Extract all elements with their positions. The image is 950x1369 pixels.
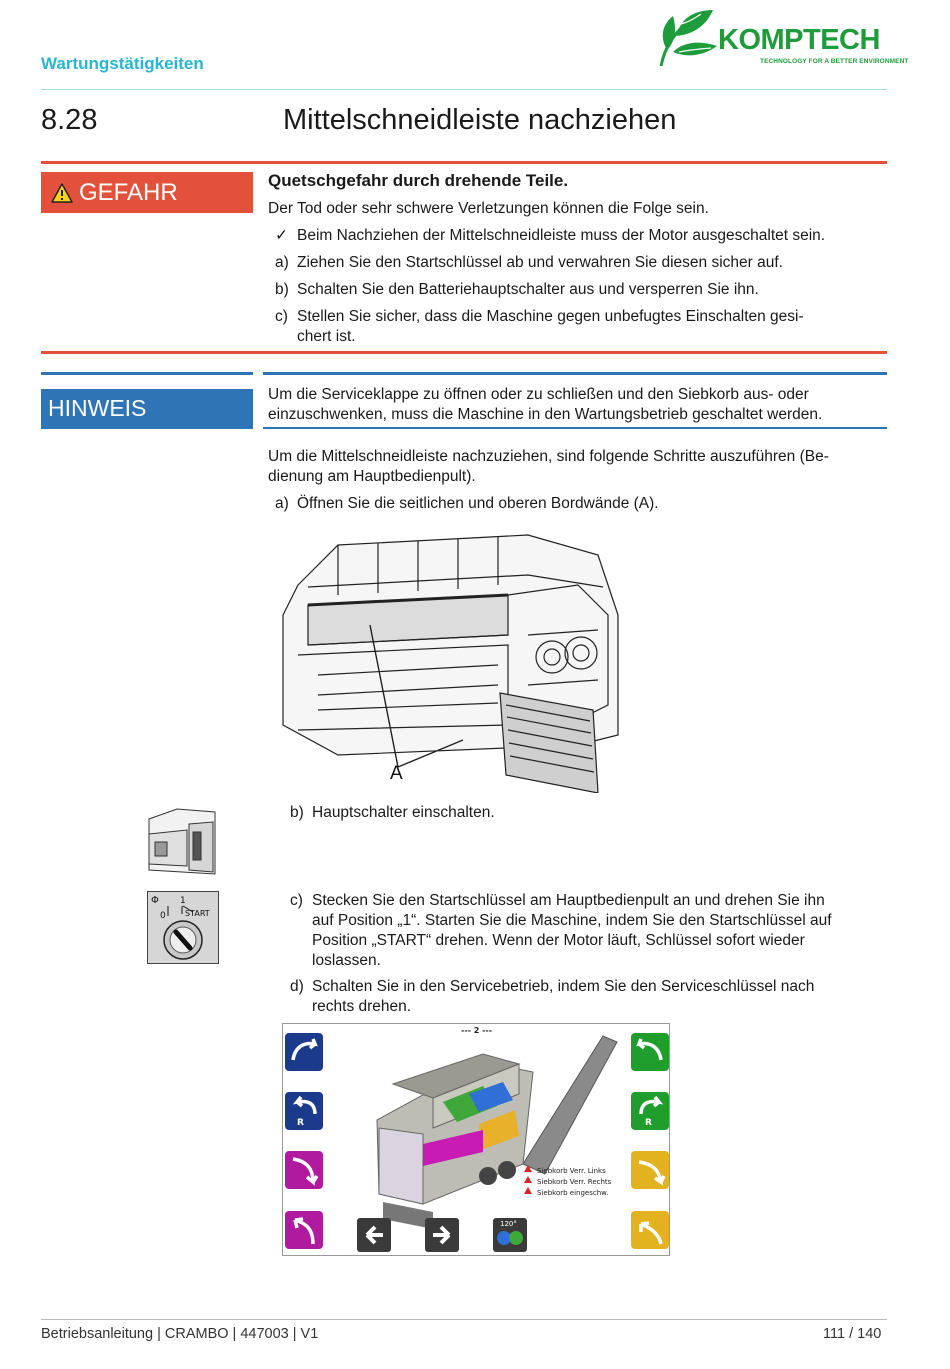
- danger-top-rule: [41, 161, 887, 164]
- cabinet-icon: [147, 804, 217, 876]
- control-screen-drawing: [283, 1024, 670, 1256]
- danger-step-text: Schalten Sie den Batteriehauptschalter aus und versperren Sie ihn.: [297, 281, 759, 298]
- key-pos-1: 1: [180, 896, 186, 906]
- step-text-line: Stecken Sie den Startschlüssel am Hauptbedienpult an und drehen Sie ihn: [312, 892, 825, 909]
- step-letter: c): [290, 892, 303, 909]
- step-text-line: loslassen.: [312, 952, 381, 969]
- danger-badge: [41, 172, 253, 213]
- main-switch-thumbnail: [147, 804, 217, 876]
- key-switch-image: [147, 891, 219, 964]
- step-text-line: Position „START“ drehen. Wenn der Motor läuft, Schlüssel sofort wieder: [312, 932, 805, 949]
- check-mark-icon: ✓: [275, 227, 288, 244]
- notice-text-line: einzuschwenken, muss die Maschine in den Wartungsbetrieb geschaltet werden.: [268, 406, 823, 423]
- step-letter: a): [275, 495, 289, 512]
- magenta-down-button[interactable]: [285, 1151, 323, 1189]
- danger-step-letter: c): [275, 308, 288, 325]
- danger-consequence: Der Tod oder sehr schwere Verletzungen können die Folge sein.: [268, 200, 709, 217]
- warning-triangle-icon: [51, 183, 73, 203]
- key-pos-start: START: [185, 909, 210, 918]
- step-text-line: rechts drehen.: [312, 998, 412, 1015]
- step-text: Hauptschalter einschalten.: [312, 804, 495, 821]
- machine-illustration: [278, 525, 638, 793]
- step-letter: d): [290, 978, 304, 995]
- notice-top-rule-left: [41, 372, 253, 375]
- callout-a-label: A: [390, 763, 403, 784]
- footer-document-info: Betriebsanleitung | CRAMBO | 447003 | V1: [41, 1326, 319, 1342]
- control-screen: [282, 1023, 670, 1256]
- section-title: Wartungstätigkeiten: [41, 54, 204, 73]
- legend-item: Siebkorb Verr. Links: [537, 1167, 606, 1175]
- danger-step-letter: a): [275, 254, 289, 271]
- blue-rotate-r-button[interactable]: [285, 1092, 323, 1130]
- notice-top-rule-right: [263, 372, 887, 375]
- notice-bottom-rule-left: [41, 427, 253, 429]
- angle-label: 120°: [500, 1220, 517, 1228]
- danger-bottom-rule: [41, 351, 887, 354]
- notice-text-line: Um die Serviceklappe zu öffnen oder zu schließen und den Siebkorb aus- oder: [268, 386, 809, 403]
- danger-step-text-cont: chert ist.: [297, 328, 356, 345]
- footer-divider: [41, 1319, 887, 1320]
- screen-left-buttons: [285, 1033, 323, 1249]
- legend-item: Siebkorb eingeschw.: [537, 1189, 609, 1197]
- logo-wordmark: KOMPTECH: [718, 24, 880, 56]
- key-switch-drawing: [148, 892, 218, 963]
- notice-label: HINWEIS: [48, 394, 147, 421]
- intro-text-line: dienung am Hauptbedienpult).: [268, 468, 476, 485]
- green-rotate-button[interactable]: [631, 1033, 669, 1071]
- magenta-up-button[interactable]: [285, 1211, 323, 1249]
- danger-label: GEFAHR: [79, 178, 178, 206]
- header-divider: [41, 89, 887, 90]
- logo-tagline: TECHNOLOGY FOR A BETTER ENVIRONMENT: [760, 58, 909, 65]
- step-text: Öffnen Sie die seitlichen und oberen Bordwände (A).: [297, 495, 659, 512]
- footer-page-number: 111 / 140: [823, 1326, 882, 1342]
- danger-check-text: Beim Nachziehen der Mittelschneidleiste muss der Motor ausgeschaltet sein.: [297, 227, 826, 244]
- chapter-title: Mittelschneidleiste nachziehen: [283, 104, 677, 136]
- screen-legend: [524, 1165, 612, 1197]
- intro-text-line: Um die Mittelschneidleiste nachzuziehen, sind folgende Schritte auszuführen (Be-: [268, 448, 829, 465]
- danger-step-text: Stellen Sie sicher, dass die Maschine gegen unbefugtes Einschalten gesi-: [297, 308, 804, 325]
- key-pos-0: 0: [160, 911, 166, 921]
- danger-headline: Quetschgefahr durch drehende Teile.: [268, 171, 569, 190]
- danger-step-text: Ziehen Sie den Startschlüssel ab und verwahren Sie diesen sicher auf.: [297, 254, 783, 271]
- notice-badge: [41, 389, 253, 427]
- yellow-down-button[interactable]: [631, 1151, 669, 1189]
- machine-drawing: [278, 525, 638, 793]
- leaf-icon: [655, 6, 725, 70]
- button-r-label: R: [297, 1118, 304, 1128]
- step-text-line: Schalten Sie in den Servicebetrieb, indem Sie den Serviceschlüssel nach: [312, 978, 815, 995]
- danger-step-letter: b): [275, 281, 289, 298]
- notice-bottom-rule-right: [263, 427, 887, 429]
- step-text-line: auf Position „1“. Starten Sie die Maschine, indem Sie den Startschlüssel auf: [312, 912, 832, 929]
- chapter-number: 8.28: [41, 104, 98, 136]
- legend-item: Siebkorb Verr. Rechts: [537, 1178, 612, 1186]
- screen-machine-render: [377, 1036, 617, 1229]
- screen-right-buttons: [631, 1033, 669, 1249]
- step-letter: b): [290, 804, 304, 821]
- button-r-label: R: [645, 1118, 652, 1128]
- key-pos-off: Φ: [151, 895, 159, 906]
- blue-rotate-button[interactable]: [285, 1033, 323, 1071]
- screen-page-indicator: --- 2 ---: [461, 1026, 493, 1035]
